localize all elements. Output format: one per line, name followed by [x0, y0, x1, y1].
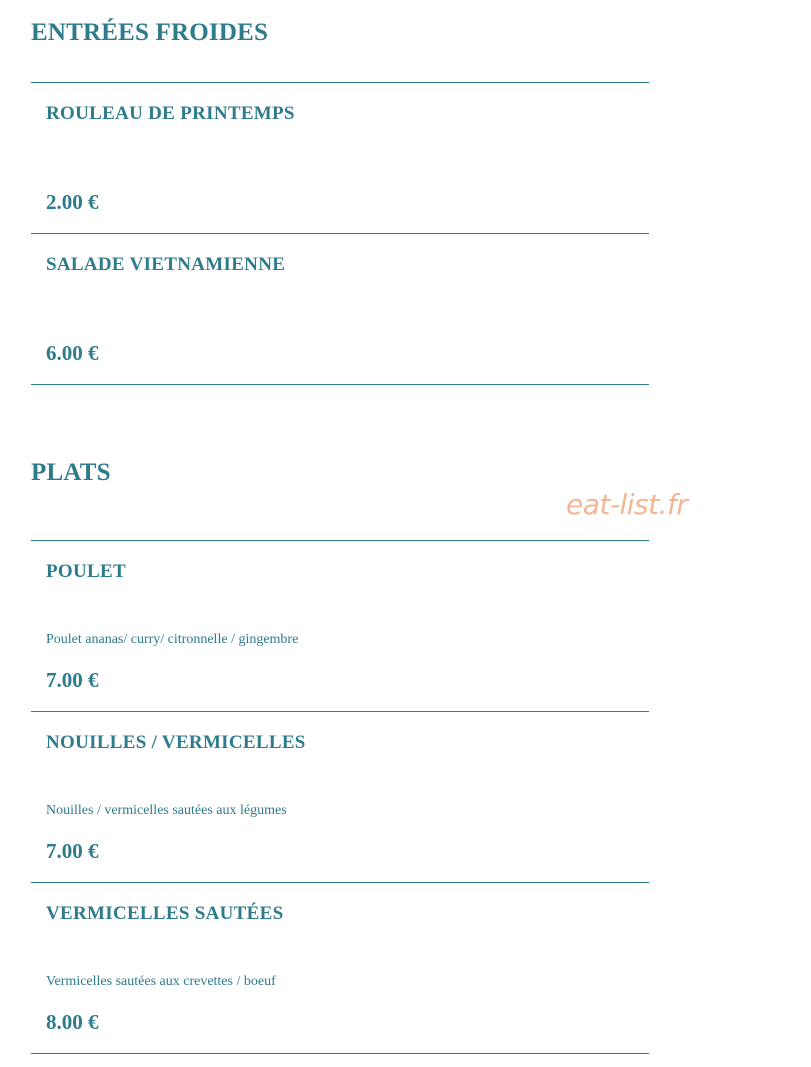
menu-items-list [31, 540, 649, 1054]
item-name: VERMICELLES SAUTÉES [46, 903, 284, 924]
item-description: Poulet ananas/ curry/ citronnelle / gingembre [46, 632, 299, 647]
watermark-logo: eat-list.fr [566, 488, 688, 521]
section-entrees-froides [31, 0, 649, 385]
item-description: Vermicelles sautées aux crevettes / boeuf [46, 974, 276, 989]
item-name: POULET [46, 561, 126, 582]
menu-items-list [31, 82, 649, 385]
section-title: ENTRÉES FROIDES [31, 19, 269, 46]
item-name: SALADE VIETNAMIENNE [46, 254, 286, 275]
item-price: 2.00 € [46, 190, 99, 214]
menu-item-rouleau-de-printemps [31, 83, 649, 234]
item-name: ROULEAU DE PRINTEMPS [46, 103, 295, 124]
item-name: NOUILLES / VERMICELLES [46, 732, 306, 753]
menu-item-nouilles-vermicelles [31, 712, 649, 883]
item-price: 7.00 € [46, 668, 99, 692]
item-price: 6.00 € [46, 341, 99, 365]
menu-item-salade-vietnamienne [31, 234, 649, 385]
section-plats [31, 458, 649, 1054]
menu-plats [31, 458, 649, 1054]
item-description: Nouilles / vermicelles sautées aux légumes [46, 803, 287, 818]
section-title: PLATS [31, 459, 111, 486]
item-price: 8.00 € [46, 1010, 99, 1034]
menu-item-poulet [31, 541, 649, 712]
item-price: 7.00 € [46, 839, 99, 863]
menu-item-vermicelles-sautees [31, 883, 649, 1054]
menu [31, 0, 649, 385]
